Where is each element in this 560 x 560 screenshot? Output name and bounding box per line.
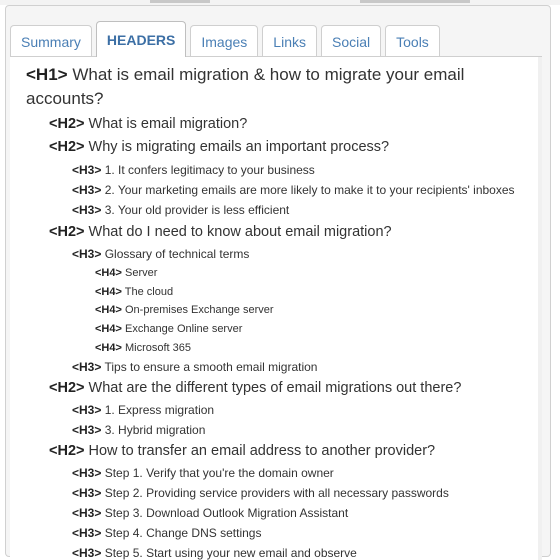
tab-tools[interactable]: Tools	[385, 25, 440, 57]
header-tag: <H3>	[72, 183, 102, 197]
header-text: What is email migration & how to migrate your email accounts?	[26, 65, 465, 108]
header-tag: <H4>	[95, 267, 122, 279]
header-tag: <H2>	[49, 116, 85, 132]
header-tag: <H2>	[49, 224, 85, 240]
header-tag: <H3>	[72, 546, 102, 560]
tab-summary[interactable]: Summary	[10, 25, 92, 57]
header-tag: <H4>	[95, 323, 122, 335]
header-text: What are the different types of email migrations out there?	[88, 380, 462, 396]
tab-links[interactable]: Links	[262, 25, 317, 57]
header-item-h3	[72, 360, 317, 374]
header-text: Exchange Online server	[124, 323, 243, 335]
header-item-h2	[49, 443, 435, 459]
header-text: 1. Express migration	[104, 403, 215, 417]
header-item-h4	[95, 342, 191, 354]
header-text: On-premises Exchange server	[124, 304, 274, 316]
header-text: What do I need to know about email migration?	[88, 224, 392, 240]
header-item-h3	[72, 486, 449, 500]
header-tag: <H4>	[95, 304, 122, 316]
header-item-h2	[49, 380, 461, 396]
header-item-h3	[72, 423, 205, 437]
header-tag: <H1>	[26, 65, 68, 84]
header-item-h4	[95, 323, 242, 335]
header-item-h4	[95, 267, 157, 279]
header-tag: <H3>	[72, 247, 102, 261]
tab-bar	[10, 17, 444, 57]
header-tag: <H3>	[72, 163, 102, 177]
header-item-h4	[95, 304, 274, 316]
header-tag: <H4>	[95, 286, 122, 298]
header-text: What is email migration?	[88, 116, 248, 132]
header-item-h3	[72, 526, 261, 540]
top-strip-accent	[360, 0, 470, 3]
header-item-h3	[72, 506, 348, 520]
header-item-h1	[26, 63, 496, 111]
header-item-h3	[72, 203, 289, 217]
header-item-h3	[72, 546, 357, 560]
header-text: Step 4. Change DNS settings	[104, 526, 262, 540]
header-text: How to transfer an email address to another provider?	[88, 443, 436, 459]
header-text: 3. Hybrid migration	[104, 423, 206, 437]
headers-panel	[10, 56, 542, 560]
header-tag: <H2>	[49, 443, 85, 459]
header-tag: <H3>	[72, 466, 102, 480]
header-text: 3. Your old provider is less efficient	[104, 203, 290, 217]
header-text: Step 5. Start using your new email and observe	[104, 546, 357, 560]
header-text: The cloud	[124, 286, 174, 298]
header-text: Step 2. Providing service providers with all necessary passwords	[104, 486, 449, 500]
top-strip-accent	[150, 0, 210, 3]
header-item-h3	[72, 247, 249, 261]
header-tag: <H2>	[49, 380, 85, 396]
header-tag: <H3>	[72, 486, 102, 500]
header-text: 2. Your marketing emails are more likely to make it to your recipients' inboxes	[104, 183, 515, 197]
header-tag: <H3>	[72, 423, 102, 437]
header-item-h3	[72, 403, 214, 417]
header-text: Microsoft 365	[124, 342, 192, 354]
header-tag: <H2>	[49, 139, 85, 155]
header-tag: <H3>	[72, 506, 102, 520]
header-text: Step 3. Download Outlook Migration Assistant	[104, 506, 349, 520]
tab-social[interactable]: Social	[321, 25, 381, 57]
header-tag: <H3>	[72, 526, 102, 540]
header-item-h2	[49, 139, 389, 155]
header-text: Why is migrating emails an important process?	[88, 139, 390, 155]
header-item-h4	[95, 286, 173, 298]
header-tag: <H3>	[72, 203, 102, 217]
header-text: 1. It confers legitimacy to your business	[104, 163, 315, 177]
header-item-h3	[72, 466, 334, 480]
header-text: Step 1. Verify that you're the domain owner	[104, 466, 334, 480]
header-item-h2	[49, 224, 392, 240]
header-text: Glossary of technical terms	[104, 247, 250, 261]
header-tag: <H4>	[95, 342, 122, 354]
header-text: Server	[124, 267, 158, 279]
header-item-h2	[49, 116, 247, 132]
header-tag: <H3>	[72, 360, 102, 374]
scrollbar[interactable]	[538, 57, 542, 560]
header-item-h3	[72, 163, 315, 177]
tab-images[interactable]: Images	[190, 25, 258, 57]
header-text: Tips to ensure a smooth email migration	[104, 360, 318, 374]
header-tag: <H3>	[72, 403, 102, 417]
tab-headers[interactable]: HEADERS	[96, 21, 186, 57]
header-item-h3	[72, 183, 515, 197]
